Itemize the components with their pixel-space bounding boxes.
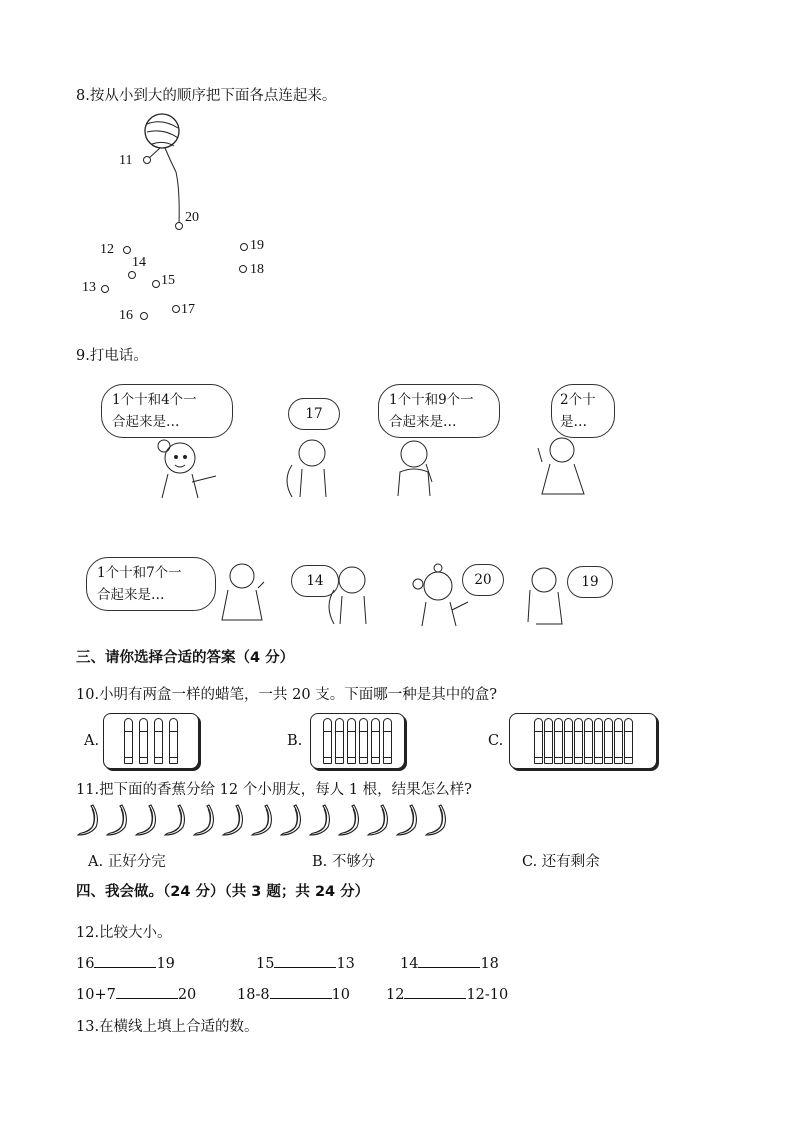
bubble-line-1: 1个十和4个一: [112, 392, 197, 408]
crayon-icon: [584, 718, 593, 764]
crayon-icon: [124, 718, 133, 764]
banana-icon: [76, 803, 102, 837]
compare-right: 18: [480, 956, 499, 972]
bubble-line-1: 2个十: [560, 392, 596, 408]
compare-left: 16: [76, 956, 95, 972]
boy-on-phone-illustration: [280, 435, 340, 499]
crayon-icon: [534, 718, 543, 764]
point-dot-18[interactable]: [239, 265, 247, 273]
point-label-12: 12: [100, 242, 114, 257]
bubble-line-1: 17: [305, 406, 323, 422]
banana-row: [76, 803, 450, 837]
crayon-box-a[interactable]: [103, 713, 199, 769]
crayon-icon: [614, 718, 623, 764]
point-dot-14[interactable]: [128, 271, 136, 279]
compare-left: 12: [386, 987, 405, 1003]
speech-bubble: [462, 564, 504, 596]
compare-item: [256, 954, 355, 972]
bubble-line-1: 19: [581, 574, 599, 590]
crayon-icon: [574, 718, 583, 764]
banana-icon: [163, 803, 189, 837]
compare-item: [76, 985, 196, 1003]
q11-option-a[interactable]: A. 正好分完: [88, 854, 166, 870]
crayon-icon: [624, 718, 633, 764]
point-dot-17[interactable]: [172, 305, 180, 313]
bubble-line-1: 1个十和7个一: [97, 565, 182, 581]
answer-blank[interactable]: [270, 985, 332, 999]
compare-item: [386, 985, 508, 1003]
crayon-icon: [154, 718, 163, 764]
compare-item: [400, 954, 499, 972]
banana-icon: [395, 803, 421, 837]
compare-right: 20: [177, 987, 197, 1003]
answer-blank[interactable]: [418, 954, 480, 968]
compare-right: 19: [156, 956, 175, 972]
compare-right: 12-10: [466, 987, 509, 1003]
q11-option-b[interactable]: B. 不够分: [312, 854, 376, 870]
girl-on-phone-illustration: [534, 432, 594, 498]
girl-on-phone-illustration: [522, 562, 572, 628]
compare-left: 15: [256, 956, 275, 972]
point-label-20: 20: [185, 210, 199, 225]
speech-bubble: [551, 384, 615, 438]
compare-left: 14: [400, 956, 419, 972]
bubble-line-2: 是…: [560, 414, 587, 430]
question-9-title: 9.打电话。: [76, 348, 148, 364]
girl-on-phone-illustration: [218, 558, 268, 624]
speech-bubble: [288, 398, 340, 430]
crayon-icon: [564, 718, 573, 764]
crayon-icon: [169, 718, 178, 764]
banana-icon: [424, 803, 450, 837]
banana-icon: [105, 803, 131, 837]
compare-item: [76, 954, 175, 972]
banana-icon: [308, 803, 334, 837]
section-3-heading: 三、请你选择合适的答案（4 分）: [76, 650, 295, 666]
speech-bubble: [101, 384, 233, 438]
point-dot-13[interactable]: [101, 285, 109, 293]
crayon-box-b[interactable]: [310, 713, 405, 769]
question-8-title: 8.按从小到大的顺序把下面各点连起来。: [76, 88, 337, 104]
point-label-13: 13: [82, 280, 96, 295]
crayon-icon: [371, 718, 380, 764]
option-a-label: A.: [84, 733, 100, 749]
answer-blank[interactable]: [116, 985, 178, 999]
option-c-label: C.: [488, 733, 504, 749]
bubble-line-2: 合起来是…: [97, 587, 165, 603]
crayon-icon: [347, 718, 356, 764]
crayon-icon: [594, 718, 603, 764]
banana-icon: [134, 803, 160, 837]
point-label-16: 16: [119, 308, 133, 323]
point-dot-19[interactable]: [240, 243, 248, 251]
crayon-box-c[interactable]: [509, 713, 657, 769]
crayon-icon: [139, 718, 148, 764]
option-b-label: B.: [287, 733, 303, 749]
bubble-line-1: 14: [306, 573, 324, 589]
bubble-line-2: 合起来是…: [389, 414, 457, 430]
crayon-icon: [323, 718, 332, 764]
point-dot-12[interactable]: [123, 246, 131, 254]
banana-icon: [337, 803, 363, 837]
bubble-line-2: 合起来是…: [112, 414, 180, 430]
bubble-line-1: 1个十和9个一: [389, 392, 474, 408]
point-dot-20[interactable]: [175, 222, 183, 230]
crayon-icon: [544, 718, 553, 764]
speech-bubble: [86, 557, 216, 611]
section-4-heading: 四、我会做。（24 分）（共 3 题；共 24 分）: [76, 884, 370, 900]
crayon-icon: [554, 718, 563, 764]
speech-bubble: [567, 566, 613, 598]
point-dot-11[interactable]: [143, 156, 151, 164]
point-label-18: 18: [250, 262, 264, 277]
compare-left: 10+7: [76, 987, 116, 1003]
crayon-icon: [335, 718, 344, 764]
answer-blank[interactable]: [274, 954, 336, 968]
banana-icon: [221, 803, 247, 837]
boy-on-phone-illustration: [318, 562, 378, 628]
point-label-11: 11: [119, 153, 133, 168]
speech-bubble: [378, 384, 500, 438]
compare-right: 13: [336, 956, 355, 972]
question-12-title: 12.比较大小。: [76, 925, 172, 941]
banana-icon: [250, 803, 276, 837]
question-10-title: 10.小明有两盒一样的蜡笔，一共 20 支。下面哪一种是其中的盒?: [76, 687, 498, 703]
girl-on-phone-illustration: [410, 562, 470, 628]
banana-icon: [192, 803, 218, 837]
banana-icon: [279, 803, 305, 837]
q11-option-c[interactable]: C. 还有剩余: [522, 854, 600, 870]
crayon-icon: [383, 718, 392, 764]
point-dot-15[interactable]: [152, 280, 160, 288]
girl-on-phone-illustration: [150, 432, 230, 500]
boy-on-phone-illustration: [392, 438, 442, 498]
compare-right: 10: [331, 987, 351, 1003]
compare-left: 18-8: [237, 987, 270, 1003]
question-11-title: 11.把下面的香蕉分给 12 个小朋友，每人 1 根，结果怎么样?: [76, 782, 472, 798]
answer-blank[interactable]: [94, 954, 156, 968]
answer-blank[interactable]: [404, 985, 466, 999]
crayon-icon: [359, 718, 368, 764]
crayon-icon: [604, 718, 613, 764]
point-label-14: 14: [132, 255, 146, 270]
point-label-15: 15: [161, 273, 175, 288]
point-label-17: 17: [181, 302, 195, 317]
balloon-drawing: [0, 0, 793, 340]
point-label-19: 19: [250, 238, 264, 253]
point-dot-16[interactable]: [140, 312, 148, 320]
banana-icon: [366, 803, 392, 837]
compare-item: [237, 985, 350, 1003]
question-13-title: 13.在横线上填上合适的数。: [76, 1019, 259, 1035]
bubble-line-1: 20: [474, 572, 492, 588]
